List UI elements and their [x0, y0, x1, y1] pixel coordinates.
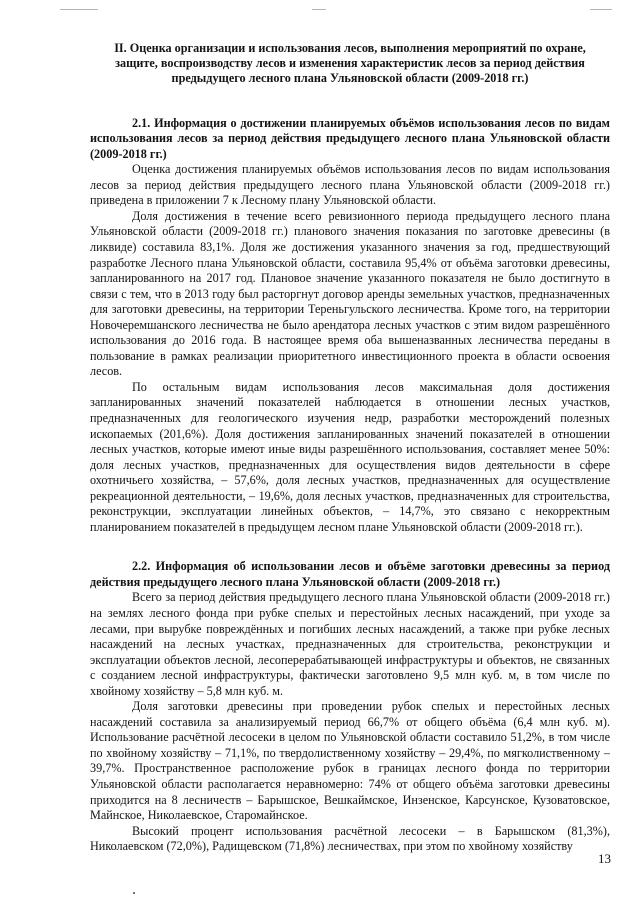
- scan-dot: [133, 892, 135, 894]
- paragraph: Высокий процент использования расчётной лесосеки – в Барышском (81,3%), Николаевском (72,0%), Радищевском (71,8%) лесничествах, при этом по хвойному хозяйству: [90, 823, 610, 854]
- document-body: [90, 41, 610, 855]
- paragraph: Доля заготовки древесины при проведении рубок спелых и перестойных лесных насаждений составила за анализируемый период 66,7% от общего объёма (6,4 млн куб. м). Использование расчётной лесосеки в целом по Ульяновской области составило 51,2%, в том числе по хвойному хозяйству – 71,1%, по твердолиственному хозяйству – 29,4%, по мягколиственному – 39,7%. Пространственное расположение рубок в границах лесного фонда по территории Ульяновской области располагается неравномерно: 74% от общего объёма заготовки древесины приходится на 8 лесничеств – Барышское, Вешкаймское, Инзенское, Карсунское, Кузоватовское, Майнское, Николаевское, Старомайнское.: [90, 699, 610, 823]
- chapter-title: II. Оценка организации и использования лесов, выполнения мероприятий по охране, защите, воспроизводству лесов и изменения характеристик лесов за период действия предыдущего лесного плана Ульяновской области (2009-2018 гг.): [114, 41, 586, 86]
- paragraph: Всего за период действия предыдущего лесного плана Ульяновской области (2009-2018 гг.) на землях лесного фонда при рубке спелых и перестойных лесных насаждений, при уходе за лесами, при вырубке повреждённых и погибших лесных насаждений, а также при рубке лесных насаждений на лесных участках, предназначенных для строительства, реконструкции и эксплуатации объектов лесной, лесоперерабатывающей инфраструктуры и объектов, не связанных с созданием лесной инфраструктуры, фактически заготовлено 9,5 млн куб. м, в том числе по хвойному хозяйству – 5,8 млн куб. м.: [90, 590, 610, 698]
- page-number: 13: [598, 851, 611, 866]
- section-title: 2.1. Информация о достижении планируемых объёмов использования лесов по видам использования лесов за период действия предыдущего лесного плана Ульяновской области (2009-2018 гг.): [90, 115, 610, 161]
- section-spacer: [90, 535, 610, 559]
- scan-artifact-line: [60, 9, 98, 10]
- paragraph: По остальным видам использования лесов максимальная доля достижения запланированных значений показателей наблюдается в отношении лесных участков, предназначенных для геологического изучения недр, разработки месторождений полезных ископаемых (201,6%). Доля достижения запланированных значений показателей в отношении лесных участков, которые имеют иные виды разрешённого использования, составляет менее 50%: доля лесных участков, предназначенных для осуществления видов деятельности в сфере охотничьего хозяйства, – 57,6%, доля лесных участков, предназначенных для осуществление рекреационной деятельности, – 19,6%, доля лесных участков, предназначенных для строительства, реконструкции, эксплуатации линейных объектов, – 14,7%, это связано с некорректным планированием показателей в предыдущем лесном плане Ульяновской области (2009-2018 гг.).: [90, 379, 610, 534]
- scan-artifact-line: [590, 9, 612, 10]
- section-title: 2.2. Информация об использовании лесов и объёме заготовки древесины за период действия предыдущего лесного плана Ульяновской области (2009-2018 гг.): [90, 559, 610, 589]
- paragraph: Оценка достижения планируемых объёмов использования лесов по видам использования лесов за период действия предыдущего лесного плана Ульяновской области (2009-2018 гг.) приведена в приложении 7 к Лесному плану Ульяновской области.: [90, 162, 610, 208]
- paragraph: Доля достижения в течение всего ревизионного периода предыдущего лесного плана Ульяновской области (2009-2018 гг.) планового значения показания по заготовке древесины (в ликвиде) составила 83,1%. Доля же достижения указанного значения за год, предшествующий разработке Лесного плана Ульяновской области, составила 95,4% от объёма заготовки древесины, запланированного на 2017 год. Плановое значение указанного показателя не было достигнуто в связи с тем, что в 2013 году был расторгнут договор аренды земельных участков, предназначенных для заготовки древесины, на территории Тереньгульского лесничества. Кроме того, на территории Новочеремшанского лесничества не было арендатора лесных участков с этим видом разрешённого использования до 2016 года. В настоящее время оба вышеназванных лесничества переданы в пользование в рамках реализации приоритетного инвестиционного проекта в области освоения лесов.: [90, 208, 610, 379]
- scan-artifact-line: [312, 9, 326, 10]
